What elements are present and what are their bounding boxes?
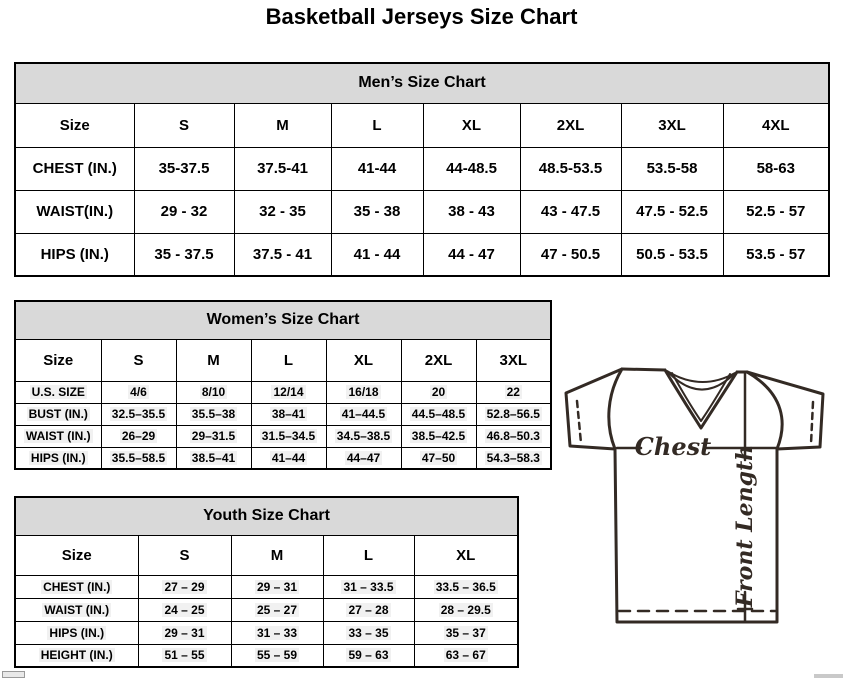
left-cuff-dashed-seam (577, 401, 581, 443)
column-header: 3XL (476, 339, 551, 381)
cell-value: 16/18 (348, 385, 379, 399)
cell-value: 31 – 33.5 (343, 579, 394, 594)
row-label (15, 403, 101, 425)
column-header: 2XL (401, 339, 476, 381)
cell (138, 575, 231, 598)
row-label-text: WAIST (IN.) (25, 429, 91, 443)
cell: 41 - 44 (331, 233, 423, 276)
youth-size-chart-table (14, 496, 519, 668)
cell-value: 29 – 31 (164, 625, 205, 640)
cell: 44 - 47 (423, 233, 520, 276)
youth-header-row (15, 535, 518, 575)
table-title-row (15, 63, 829, 103)
cell-value: 51 – 55 (164, 648, 205, 663)
column-header: XL (423, 103, 520, 147)
column-header: L (331, 103, 423, 147)
left-armhole-seam (609, 369, 622, 449)
cell (176, 447, 251, 469)
cell (101, 425, 176, 447)
scrollbar-fragment-right[interactable] (814, 674, 843, 678)
cell-value: 35.5–38 (191, 407, 236, 421)
column-header: M (176, 339, 251, 381)
youth-table-title: Youth Size Chart (15, 497, 518, 535)
cell (326, 381, 401, 403)
cell-value: 54.3–58.3 (486, 450, 540, 465)
cell-value: 28 – 29.5 (440, 602, 491, 617)
column-header: Size (15, 339, 101, 381)
row-label (15, 598, 138, 621)
row-label (15, 575, 138, 598)
cell-value: 29 – 31 (256, 579, 298, 594)
column-header: L (251, 339, 326, 381)
table-row (15, 147, 829, 190)
cell-value: 38.5–42.5 (411, 429, 466, 443)
cell-value: 35.5–58.5 (111, 450, 166, 465)
mens-table-title: Men’s Size Chart (15, 63, 829, 103)
cell-value: 34.5–38.5 (336, 429, 391, 443)
column-header: XL (326, 339, 401, 381)
cell-value: 55 – 59 (256, 648, 298, 663)
cell (476, 381, 551, 403)
cell-value: 27 – 28 (348, 602, 389, 617)
cell (401, 381, 476, 403)
cell-value: 12/14 (273, 385, 304, 399)
row-label (15, 425, 101, 447)
cell (476, 403, 551, 425)
cell-value: 24 – 25 (164, 602, 205, 617)
right-armhole-seam (747, 372, 782, 449)
cell (176, 403, 251, 425)
cell-value: 22 (506, 385, 520, 399)
cell (414, 644, 518, 667)
cell: 37.5 - 41 (234, 233, 331, 276)
cell: 52.5 - 57 (723, 190, 829, 233)
cell-value: 41–44 (271, 450, 306, 465)
cell: 35 - 37.5 (134, 233, 234, 276)
cell: 47 - 50.5 (520, 233, 621, 276)
column-header: S (101, 339, 176, 381)
column-header: S (138, 535, 231, 575)
cell (414, 621, 518, 644)
cell (323, 598, 414, 621)
cell (101, 447, 176, 469)
cell-value: 27 – 29 (164, 579, 205, 594)
cell: 35 - 38 (331, 190, 423, 233)
row-label-text: HIPS (IN.) (49, 625, 105, 640)
cell-value: 20 (431, 385, 446, 399)
column-header: S (134, 103, 234, 147)
cell: 37.5-41 (234, 147, 331, 190)
womens-table-title: Women’s Size Chart (15, 301, 551, 339)
cell (251, 425, 326, 447)
cell-value: 59 – 63 (348, 648, 389, 663)
cell-value: 8/10 (201, 385, 226, 399)
table-row (15, 425, 551, 447)
jersey-diagram-svg (555, 356, 843, 632)
column-header: L (323, 535, 414, 575)
cell-value: 47–50 (421, 450, 456, 465)
cell (231, 621, 323, 644)
cell-value: 31 – 33 (256, 625, 298, 640)
cell-value: 31.5–34.5 (261, 429, 316, 443)
row-label-text: HIPS (IN.) (30, 450, 86, 465)
collar-back-arc (668, 372, 734, 390)
cell (323, 621, 414, 644)
table-title-row (15, 497, 518, 535)
womens-size-chart-table (14, 300, 552, 470)
cell (251, 447, 326, 469)
cell-value: 33.5 – 36.5 (435, 579, 496, 594)
front-length-label: Front Length (732, 444, 758, 608)
cell-value: 63 – 67 (445, 648, 486, 663)
cell (138, 598, 231, 621)
cell (323, 575, 414, 598)
table-row (15, 403, 551, 425)
cell (101, 381, 176, 403)
cell (476, 447, 551, 469)
cell: 50.5 - 53.5 (621, 233, 723, 276)
row-label: CHEST (IN.) (15, 147, 134, 190)
row-label-text: HEIGHT (IN.) (40, 648, 113, 663)
cell (251, 381, 326, 403)
cell (138, 644, 231, 667)
left-shoulder-line (622, 369, 665, 370)
cell-value: 38–41 (271, 407, 306, 421)
cell (401, 403, 476, 425)
column-header: 3XL (621, 103, 723, 147)
cell-value: 29–31.5 (191, 429, 236, 443)
cell-value: 44–47 (346, 450, 381, 465)
cell-value: 35 – 37 (445, 625, 486, 640)
table-row (15, 575, 518, 598)
row-label (15, 621, 138, 644)
column-header: 2XL (520, 103, 621, 147)
cell: 58-63 (723, 147, 829, 190)
cell-value: 41–44.5 (341, 407, 386, 421)
cell: 43 - 47.5 (520, 190, 621, 233)
chest-label: Chest (634, 432, 712, 461)
row-label (15, 644, 138, 667)
cell: 35-37.5 (134, 147, 234, 190)
cell-value: 46.8–50.3 (486, 429, 540, 443)
row-label: WAIST(IN.) (15, 190, 134, 233)
cell: 38 - 43 (423, 190, 520, 233)
cell (401, 447, 476, 469)
row-label-text: CHEST (IN.) (43, 579, 111, 594)
cell (231, 575, 323, 598)
table-row (15, 644, 518, 667)
cell (323, 644, 414, 667)
cell-value: 38.5–41 (191, 450, 236, 465)
cell (326, 425, 401, 447)
cell: 48.5-53.5 (520, 147, 621, 190)
cell-value: 25 – 27 (256, 602, 298, 617)
cell: 47.5 - 52.5 (621, 190, 723, 233)
cell-value: 26–29 (121, 429, 156, 443)
cell-value: 44.5–48.5 (411, 407, 466, 421)
cell (251, 403, 326, 425)
cell (414, 575, 518, 598)
column-header: M (231, 535, 323, 575)
row-label-text: BUST (IN.) (28, 407, 88, 421)
cell-value: 32.5–35.5 (111, 407, 166, 421)
row-label (15, 381, 101, 403)
column-header: Size (15, 103, 134, 147)
cell-value: 4/6 (130, 385, 147, 399)
column-header: M (234, 103, 331, 147)
cell (326, 403, 401, 425)
table-row (15, 621, 518, 644)
cell-value: 33 – 35 (348, 625, 389, 640)
right-cuff-dashed-seam (811, 402, 813, 444)
cell (326, 447, 401, 469)
row-label-text: WAIST (IN.) (44, 602, 110, 617)
table-title-row (15, 301, 551, 339)
cell (231, 598, 323, 621)
cell (101, 403, 176, 425)
cell: 44-48.5 (423, 147, 520, 190)
table-row (15, 233, 829, 276)
row-label: HIPS (IN.) (15, 233, 134, 276)
table-row (15, 381, 551, 403)
column-header: Size (15, 535, 138, 575)
column-header: XL (414, 535, 518, 575)
cell: 29 - 32 (134, 190, 234, 233)
cell (176, 425, 251, 447)
scrollbar-fragment-left[interactable] (2, 671, 25, 678)
mens-header-row (15, 103, 829, 147)
cell: 53.5 - 57 (723, 233, 829, 276)
table-row (15, 598, 518, 621)
table-row (15, 190, 829, 233)
cell (176, 381, 251, 403)
cell: 53.5-58 (621, 147, 723, 190)
cell (401, 425, 476, 447)
cell-value: 52.8–56.5 (486, 407, 540, 421)
page-title: Basketball Jerseys Size Chart (265, 4, 578, 29)
column-header: 4XL (723, 103, 829, 147)
cell (414, 598, 518, 621)
row-label-text: U.S. SIZE (31, 385, 85, 399)
cell (231, 644, 323, 667)
table-row (15, 447, 551, 469)
cell: 41-44 (331, 147, 423, 190)
row-label (15, 447, 101, 469)
cell: 32 - 35 (234, 190, 331, 233)
jersey-measurement-diagram (555, 356, 843, 632)
womens-header-row (15, 339, 551, 381)
mens-size-chart-table (14, 62, 830, 277)
left-sleeve-outline (566, 369, 622, 449)
cell (138, 621, 231, 644)
cell (476, 425, 551, 447)
